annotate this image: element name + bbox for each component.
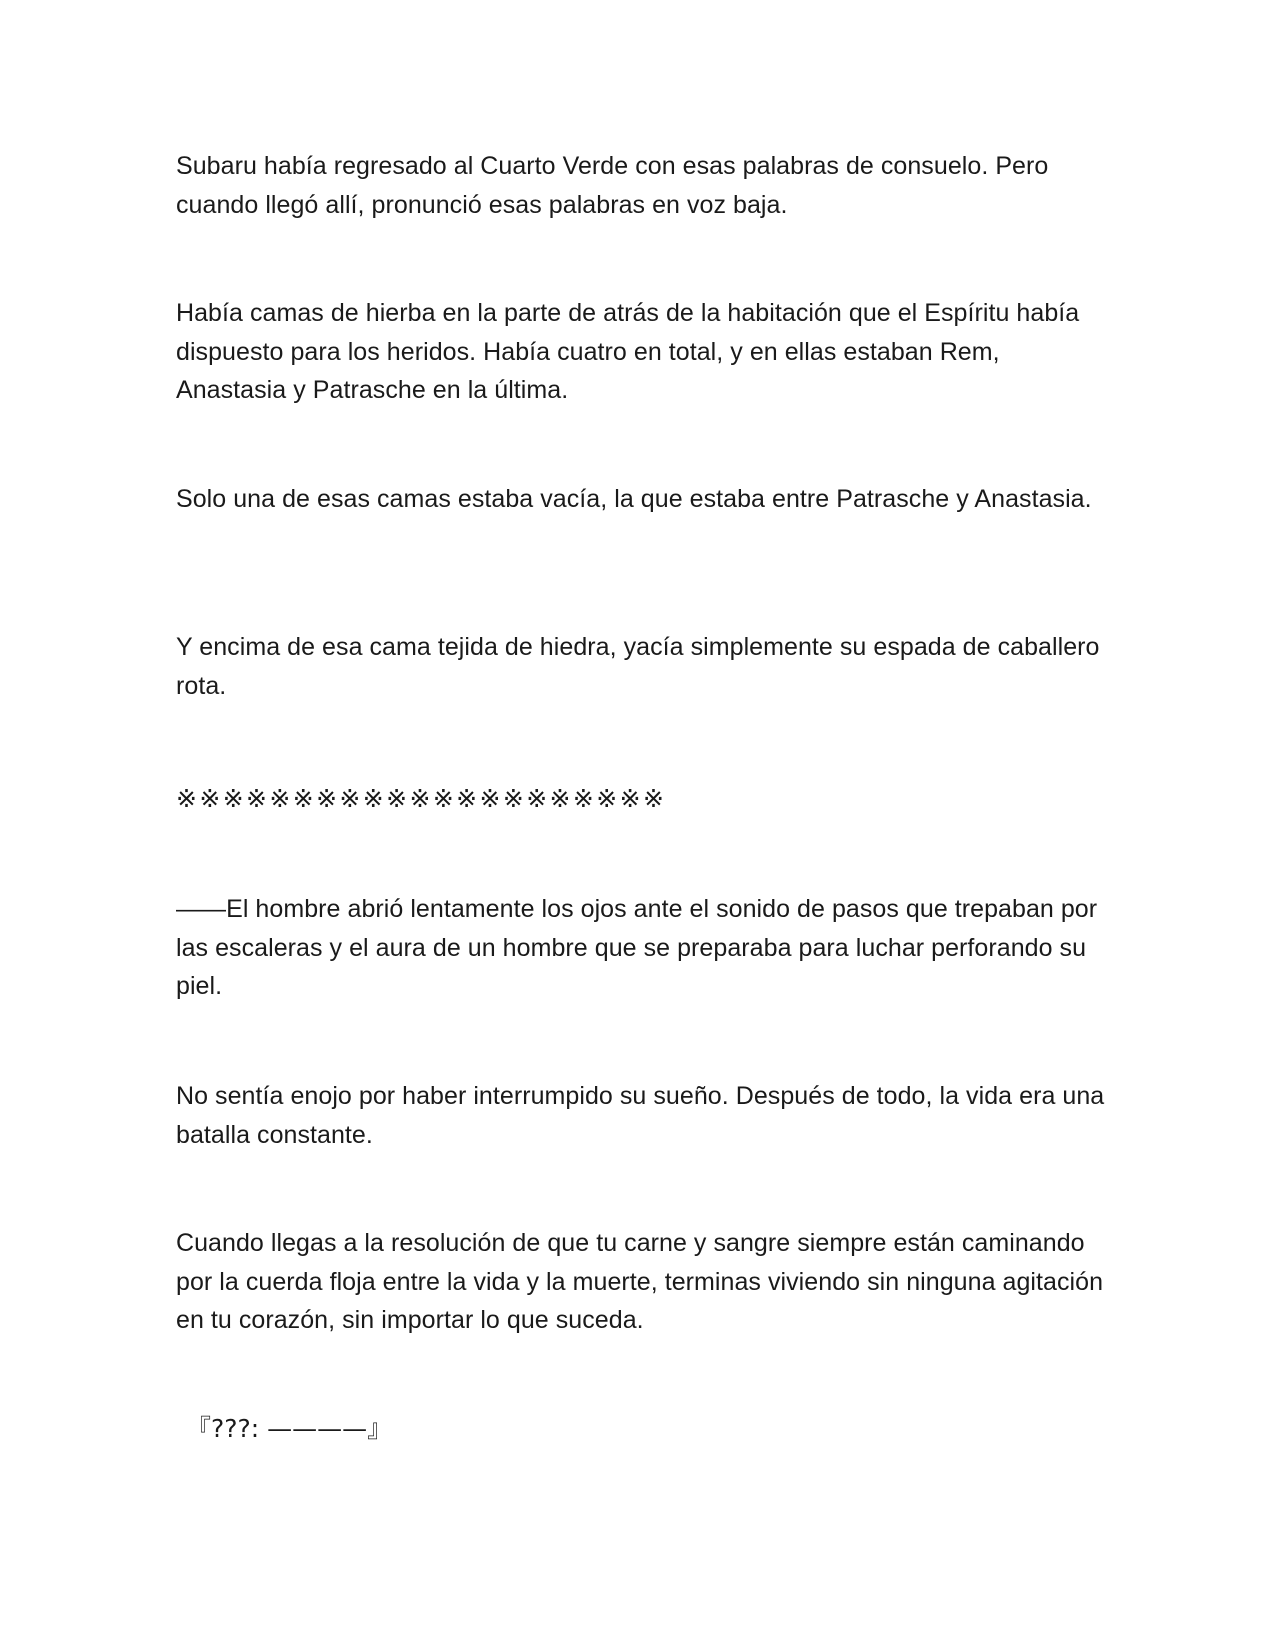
scene-separator: ※※※※※※※※※※※※※※※※※※※※※ <box>176 784 667 813</box>
paragraph-3: Solo una de esas camas estaba vacía, la que estaba entre Patrasche y Anastasia. <box>176 485 1092 513</box>
paragraph-5: ——El hombre abrió lentamente los ojos ante el sonido de pasos que trepaban por las escaleras y el aura de un hombre que se preparaba para luchar perforando su piel. <box>176 895 1098 1000</box>
paragraph-6: No sentía enojo por haber interrumpido su sueño. Después de todo, la vida era una batalla constante. <box>176 1082 1105 1149</box>
dialogue-line: 『???: ————』 <box>186 1414 393 1443</box>
paragraph-4: Y encima de esa cama tejida de hiedra, yacía simplemente su espada de caballero rota. <box>176 633 1100 700</box>
paragraph-7: Cuando llegas a la resolución de que tu carne y sangre siempre están caminando por la cuerda floja entre la vida y la muerte, terminas viviendo sin ninguna agitación en tu corazón, sin importar lo que suceda. <box>176 1229 1104 1334</box>
paragraph-2: Había camas de hierba en la parte de atrás de la habitación que el Espíritu había dispuesto para los heridos. Había cuatro en total, y en ellas estaban Rem, Anastasia y Patrasche en la última. <box>176 299 1080 404</box>
paragraph-1: Subaru había regresado al Cuarto Verde con esas palabras de consuelo. Pero cuando llegó allí, pronunció esas palabras en voz baja. <box>176 152 1049 219</box>
